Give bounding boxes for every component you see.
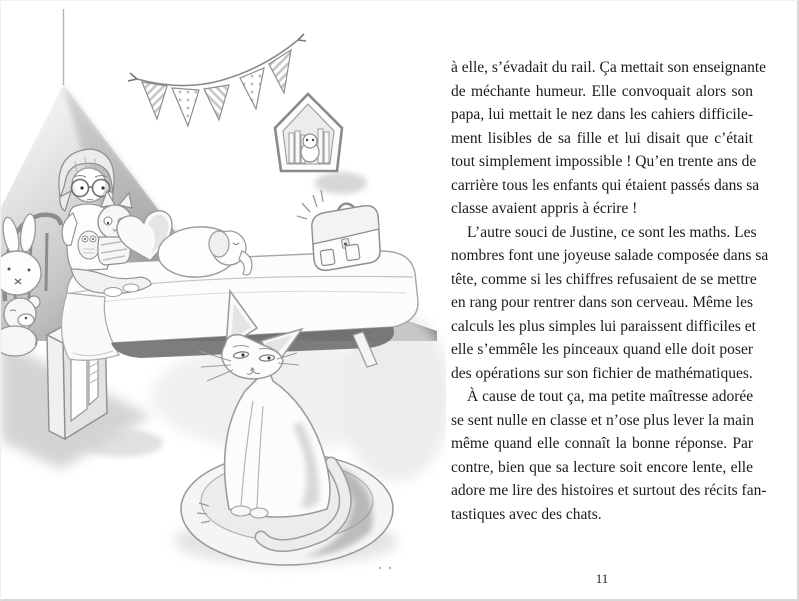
- text-line: À cause de tout ça, ma petite maîtresse adorée: [467, 388, 754, 405]
- text-line: nombres font une joyeuse salade composée dans sa: [451, 247, 769, 264]
- text-line: en rang pour rentrer dans son cerveau. Même les: [451, 294, 753, 311]
- text-line: tastiques avec des chats.: [451, 505, 602, 523]
- text-line: tout simplement impossible ! Qu’en trente ans de: [451, 153, 757, 170]
- text-line: calculs les plus simples lui paraissent difficiles et: [451, 317, 756, 335]
- bedroom-illustration-svg: [1, 1, 446, 601]
- pennant-flags: [142, 50, 291, 126]
- text-line: tête, comme si les chiffres refusaient de se mettre: [451, 270, 757, 288]
- page-number: 11: [595, 571, 609, 586]
- text-line: elle s’emmêle les pinceaux quand elle doit poser: [451, 341, 753, 358]
- text-line: de méchante humeur. Elle convoquait alors son: [451, 82, 753, 100]
- bedroom-illustration: [1, 1, 446, 601]
- text-line: ment lisibles de sa fille et lui disait que c’était: [451, 129, 753, 147]
- text-line: à elle, s’évadait du rail. Ça mettait son enseignante: [451, 59, 767, 76]
- text-line: L’autre souci de Justine, ce sont les maths. Les: [467, 223, 757, 241]
- pyjama-owl-print: [78, 231, 100, 259]
- house-shelf: [275, 94, 367, 194]
- bunting-garland: [128, 34, 306, 126]
- text-line: même quand elle connaît la bonne réponse. Par: [451, 435, 753, 452]
- text-line: carrière tous les enfants qui étaient passés dans sa: [451, 176, 760, 194]
- text-line: adore me lire des histoires et surtout des récits fan-: [451, 482, 767, 499]
- shelf-bird: [301, 134, 319, 162]
- text-line: classe avaient appris à écrire !: [451, 200, 638, 217]
- text-line: des opérations sur son fichier de mathématiques.: [451, 364, 753, 382]
- signature-dots: [379, 567, 391, 569]
- text-line: se sent nulle en classe et n’ose plus lever la main: [451, 411, 755, 429]
- text-line: papa, lui mettait le nez dans les cahiers difficile-: [451, 106, 753, 123]
- text-column: [451, 56, 769, 526]
- text-line: contre, bien que sa lecture soit encore lente, elle: [451, 458, 753, 476]
